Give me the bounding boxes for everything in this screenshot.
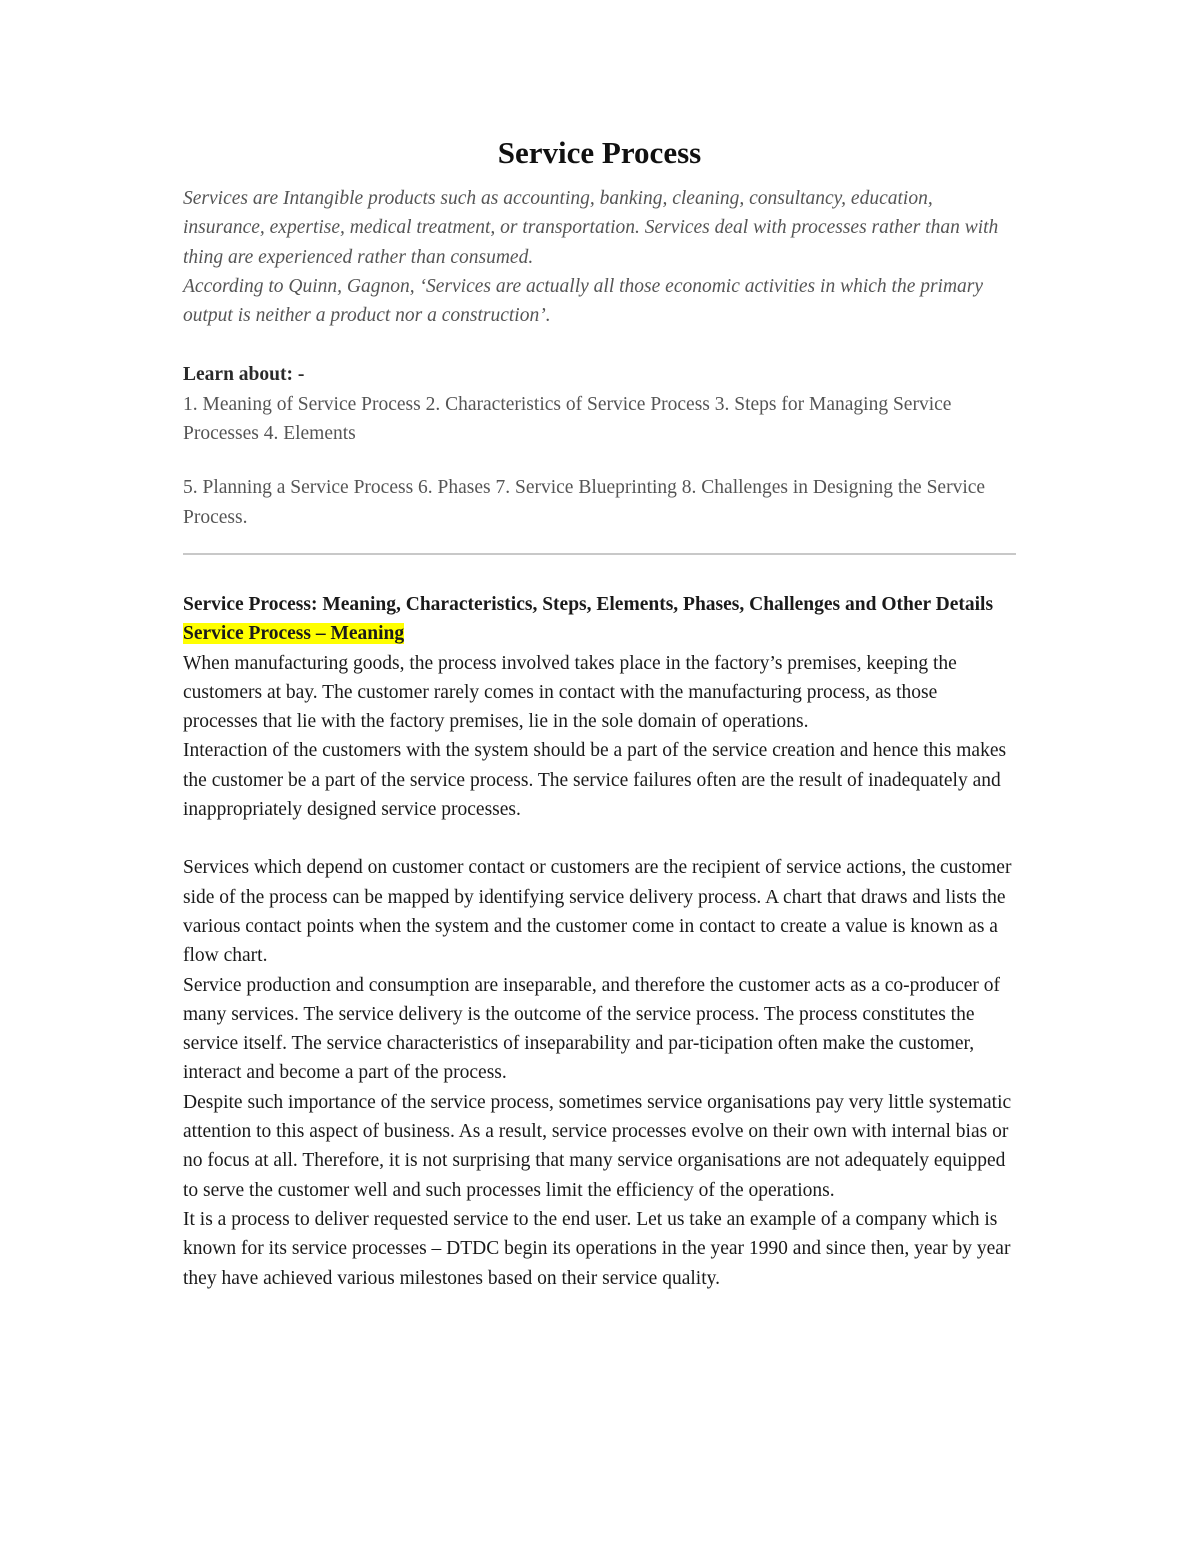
learn-about-block [183, 360, 1016, 531]
learn-about-label: Learn about: - [183, 364, 305, 386]
body-paragraph-6: It is a process to deliver requested service to the end user. Let us take an example of a company which is known for its service processes – DTDC begin its operations in the year 1990 and since then, year by year they have achieved various milestones based on their service quality. [183, 1208, 1011, 1289]
document-page [183, 132, 1016, 1293]
body-paragraph-1: When manufacturing goods, the process involved takes place in the factory’s premises, keeping the customers at bay. The customer rarely comes in contact with the manufacturing process, as those processes that lie with the factory premises, lie in the sole domain of operations. [183, 652, 957, 733]
learn-about-topics-1: 1. Meaning of Service Process 2. Characteristics of Service Process 3. Steps for Managing Service Processes 4. Elements [183, 393, 952, 445]
learn-about-topics-2: 5. Planning a Service Process 6. Phases 7. Service Blueprinting 8. Challenges in Designing the Service Process. [183, 477, 986, 528]
body-paragraph-2: Interaction of the customers with the system should be a part of the service creation and hence this makes the customer be a part of the service process. The service failures often are the result of inadequately and inappropriately designed service processes. [183, 740, 1007, 821]
intro-block [183, 184, 1016, 330]
subheading-wrapper [183, 619, 1016, 648]
body-paragraph-5: Despite such importance of the service process, sometimes service organisations pay very little systematic attention to this aspect of business. As a result, service processes evolve on their own with internal bias or no focus at all. Therefore, it is not surprising that many service organisations are not adequately equipped to serve the customer well and such processes limit the efficiency of the operations. [183, 1091, 1012, 1201]
body-paragraph-3: Services which depend on customer contact or customers are the recipient of service actions, the customer side of the process can be mapped by identifying service delivery process. A chart that draws and lists the various contact points when the system and the customer come in contact to create a value is known as a flow chart. [183, 857, 1012, 967]
highlighted-subheading: Service Process – Meaning [183, 623, 405, 645]
document-title: Service Process [497, 135, 702, 170]
intro-paragraph-quote: According to Quinn, Gagnon, ‘Services are actually all those economic activities in which the primary output is neither a product nor a construction’. [183, 275, 984, 327]
body-paragraph-4: Service production and consumption are inseparable, and therefore the customer acts as a co-producer of many services. The service delivery is the outcome of the service process. The process constitutes the service itself. The service characteristics of inseparability and par-ticipation often make the customer, interact and become a part of the process. [183, 974, 1001, 1084]
intro-paragraph-definition: Services are Intangible products such as accounting, banking, cleaning, consultancy, education, insurance, expertise, medical treatment, or transportation. Services deal with processes rather than with thing are experienced rather than consumed. [183, 188, 999, 268]
main-content [183, 590, 1016, 1293]
section-heading: Service Process: Meaning, Characteristics, Steps, Elements, Phases, Challenges and Other Details [183, 593, 994, 615]
horizontal-divider [183, 553, 1016, 555]
